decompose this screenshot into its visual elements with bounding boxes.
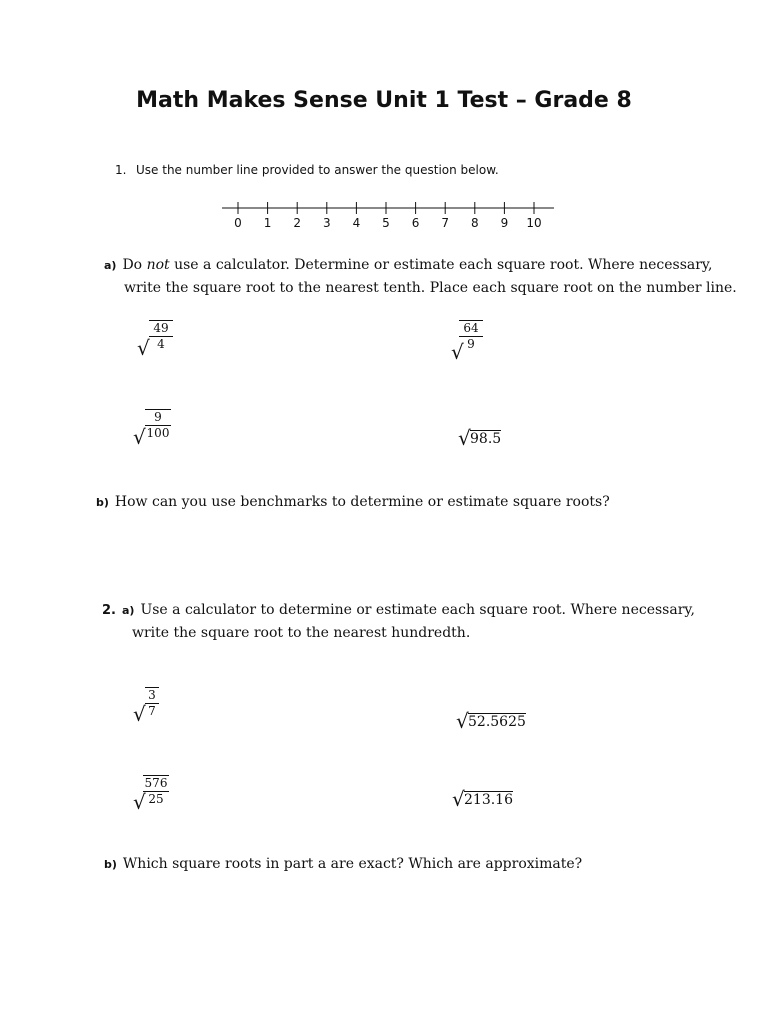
question-1b-text: How can you use benchmarks to determine or estimate square roots? (114, 494, 610, 510)
radical-icon: √ (451, 340, 464, 364)
fraction (145, 409, 171, 441)
numerator: 576 (144, 776, 168, 790)
fraction (459, 320, 483, 352)
radical-icon: √ (133, 702, 146, 726)
question-1a-emphasis: not (146, 257, 170, 273)
radical-icon: √ (458, 426, 471, 450)
number-line-tick-label: 4 (352, 216, 361, 230)
question-2a-line1: Use a calculator to determine or estimate each square root. Where necessary, (140, 602, 695, 618)
number-line-tick-label: 2 (293, 216, 302, 230)
question-1a-text-post: use a calculator. Determine or estimate each square root. Where necessary, (169, 257, 713, 273)
question-2b-text: Which square roots in part a are exact? Which are approximate? (122, 856, 583, 872)
radical-icon: √ (133, 790, 146, 814)
question-2b (104, 853, 582, 876)
numerator: 64 (463, 321, 479, 335)
radical-icon: √ (133, 425, 146, 449)
number-line-tick-label: 3 (322, 216, 331, 230)
number-line (220, 193, 560, 233)
denominator: 100 (146, 426, 170, 440)
fraction (145, 687, 159, 719)
radical-icon: √ (137, 336, 150, 360)
radicand: 52.5625 (468, 714, 526, 730)
number-line-tick-label: 5 (382, 216, 390, 230)
denominator: 9 (467, 337, 475, 351)
question-2b-label: b) (104, 858, 117, 871)
radical-icon: √ (452, 787, 465, 811)
numerator: 9 (154, 410, 162, 424)
number-line-tick-label: 1 (263, 216, 272, 230)
numerator: 3 (148, 688, 156, 702)
denominator: 7 (148, 704, 156, 718)
number-line-tick-label: 10 (526, 216, 542, 230)
denominator: 4 (157, 337, 165, 351)
radical-icon: √ (456, 709, 469, 733)
question-1-number: 1. (115, 163, 127, 177)
numerator: 49 (153, 321, 169, 335)
question-1a (104, 254, 737, 300)
question-2a-label: a) (121, 604, 135, 617)
number-line-tick-label: 7 (441, 216, 450, 230)
question-1-prompt (115, 163, 499, 177)
number-line-tick-label: 8 (470, 216, 479, 230)
number-line-tick-label: 9 (500, 216, 509, 230)
question-2a-line2: write the square root to the nearest hundredth. (132, 625, 471, 641)
number-line-tick-label: 0 (234, 216, 242, 230)
question-2-number: 2. (102, 603, 116, 618)
question-1a-label: a) (104, 259, 117, 272)
fraction (149, 320, 173, 352)
question-1b (96, 491, 610, 514)
radicand: 213.16 (464, 792, 513, 808)
fraction (143, 775, 169, 807)
question-1a-text-pre: Do (122, 257, 147, 273)
page-title: Math Makes Sense Unit 1 Test – Grade 8 (136, 88, 632, 113)
question-2a (102, 599, 695, 645)
radicand: 98.5 (470, 431, 502, 447)
denominator: 25 (148, 792, 164, 806)
question-1a-line2: write the square root to the nearest tenth. Place each square root on the number line. (124, 280, 737, 296)
number-line-tick-label: 6 (411, 216, 420, 230)
question-1b-label: b) (96, 496, 109, 509)
question-1-text: Use the number line provided to answer the question below. (136, 163, 499, 177)
